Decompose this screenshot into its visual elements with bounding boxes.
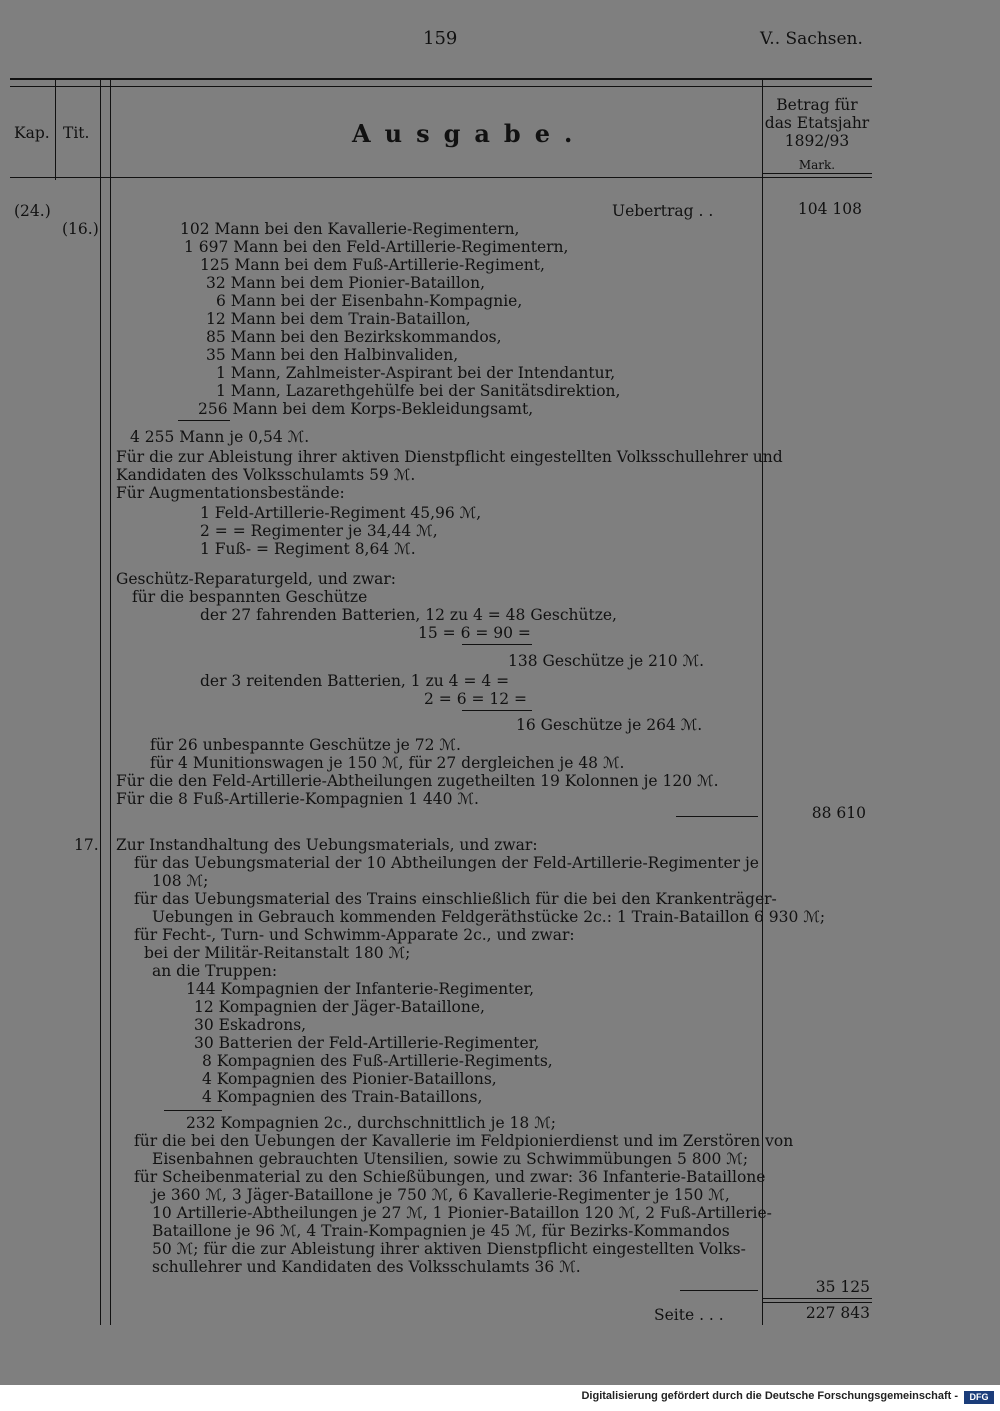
text-line: Geschütz-Reparaturgeld, und zwar:: [116, 570, 397, 588]
text-line: Eisenbahnen gebrauchten Utensilien, sowie zu Schwimmübungen 5 800 ℳ;: [152, 1150, 749, 1168]
text-line: 35 Mann bei den Halbinvaliden,: [206, 346, 459, 364]
col-unit: Mark.: [798, 158, 836, 172]
text-line: für Fecht-, Turn- und Schwimm-Apparate 2c., und zwar:: [134, 926, 575, 944]
total-rule: [762, 1298, 872, 1299]
col-betrag-1: Betrag für: [776, 96, 858, 114]
col-betrag-2: das Etatsjahr: [764, 114, 870, 132]
page-number: 159: [423, 28, 458, 49]
text-line: der 3 reitenden Batterien, 1 zu 4 = 4 =: [200, 672, 510, 690]
text-line: an die Truppen:: [152, 962, 278, 980]
sum-rule: [680, 1290, 758, 1291]
text-line: 108 ℳ;: [152, 872, 209, 890]
text-line: für Scheibenmaterial zu den Schießübungen, und zwar: 36 Infanterie-Bataillone: [134, 1168, 766, 1186]
text-line: Bataillone je 96 ℳ, 4 Train-Kompagnien je 45 ℳ, für Bezirks-Kommandos: [152, 1222, 730, 1240]
sum-rule: [676, 816, 758, 817]
text-line: 1 Feld-Artillerie-Regiment 45,96 ℳ,: [200, 504, 482, 522]
sum-rule: [178, 420, 230, 421]
sum-rule: [164, 1110, 222, 1111]
text-line: bei der Militär-Reitanstalt 180 ℳ;: [144, 944, 411, 962]
text-line: Uebungen in Gebrauch kommenden Feldgeräthstücke 2c.: 1 Train-Bataillon 6 930 ℳ;: [152, 908, 826, 926]
ubertrag-label: Uebertrag . .: [612, 202, 714, 220]
text-line: 102 Mann bei den Kavallerie-Regimentern,: [180, 220, 520, 238]
text-line: je 360 ℳ, 3 Jäger-Bataillone je 750 ℳ, 6 Kavallerie-Regimenter je 150 ℳ,: [152, 1186, 730, 1204]
text-line: für die bei den Uebungen der Kavallerie im Feldpionierdienst und im Zerstören von: [134, 1132, 794, 1150]
col-title: Ausgabe.: [352, 119, 587, 148]
tit17-total: 35 125: [815, 1278, 870, 1296]
text-line: Zur Instandhaltung des Uebungsmaterials, und zwar:: [116, 836, 538, 854]
tit-divider: [100, 80, 101, 1325]
text-line: 32 Mann bei dem Pionier-Bataillon,: [206, 274, 486, 292]
col-kap: Kap.: [14, 124, 50, 142]
text-line: 232 Kompagnien 2c., durchschnittlich je 18 ℳ;: [186, 1114, 556, 1132]
text-line: Kandidaten des Volksschulamts 59 ℳ.: [116, 466, 416, 484]
text-line: für das Uebungsmaterial der 10 Abtheilungen der Feld-Artillerie-Regimenter je: [134, 854, 759, 872]
seite-amount: 227 843: [805, 1304, 870, 1322]
tit-value: 17.: [74, 836, 99, 854]
text-line: für 4 Munitionswagen je 150 ℳ, für 27 dergleichen je 48 ℳ.: [150, 754, 625, 772]
tit16-total: 88 610: [811, 804, 866, 822]
text-line: 4 Kompagnien des Train-Bataillons,: [202, 1088, 483, 1106]
text-line: Für die den Feld-Artillerie-Abtheilungen zugetheilten 19 Kolonnen je 120 ℳ.: [116, 772, 719, 790]
text-line: 1 Fuß- = Regiment 8,64 ℳ.: [200, 540, 416, 558]
total-rule-double: [762, 1302, 872, 1303]
text-line: 30 Eskadrons,: [194, 1016, 307, 1034]
text-line: schullehrer und Kandidaten des Volksschulamts 36 ℳ.: [152, 1258, 581, 1276]
text-line: 8 Kompagnien des Fuß-Artillerie-Regiments,: [202, 1052, 553, 1070]
seite-label: Seite . . .: [654, 1306, 724, 1324]
text-line: 10 Artillerie-Abtheilungen je 27 ℳ, 1 Pionier-Bataillon 120 ℳ, 2 Fuß-Artillerie-: [152, 1204, 772, 1222]
ubertrag-amount: 104 108: [797, 200, 862, 218]
text-line: 4 255 Mann je 0,54 ℳ.: [130, 428, 310, 446]
col-tit: Tit.: [63, 124, 90, 142]
text-line: 15 = 6 = 90 =: [418, 624, 531, 642]
text-line: Für die 8 Fuß-Artillerie-Kompagnien 1 440 ℳ.: [116, 790, 479, 808]
text-line: 144 Kompagnien der Infanterie-Regimenter,: [186, 980, 535, 998]
text-line: für 26 unbespannte Geschütze je 72 ℳ.: [150, 736, 461, 754]
sum-rule: [462, 644, 532, 645]
text-line: 138 Geschütze je 210 ℳ.: [508, 652, 705, 670]
state-header: V.. Sachsen.: [760, 29, 863, 49]
text-line: 85 Mann bei den Bezirkskommandos,: [206, 328, 502, 346]
text-line: 1 Mann, Lazarethgehülfe bei der Sanitätsdirektion,: [216, 382, 621, 400]
sum-rule: [462, 710, 532, 711]
text-line: der 27 fahrenden Batterien, 12 zu 4 = 48 Geschütze,: [200, 606, 617, 624]
header-bottom-rule: [10, 177, 872, 178]
text-line: 256 Mann bei dem Korps-Bekleidungsamt,: [198, 400, 534, 418]
text-line: für die bespannten Geschütze: [132, 588, 368, 606]
text-line: 16 Geschütze je 264 ℳ.: [516, 716, 703, 734]
text-line: 12 Kompagnien der Jäger-Bataillone,: [194, 998, 485, 1016]
text-line: 30 Batterien der Feld-Artillerie-Regimenter,: [194, 1034, 540, 1052]
top-rule: [10, 78, 872, 80]
footer-bar: [0, 1385, 1000, 1411]
kap-value: (24.): [14, 202, 51, 220]
text-line: 50 ℳ; für die zur Ableistung ihrer aktiven Dienstpflicht eingestellten Volks-: [152, 1240, 746, 1258]
footer-text: Digitalisierung gefördert durch die Deutsche Forschungsgemeinschaft -: [581, 1390, 958, 1402]
text-divider: [110, 80, 111, 1325]
text-line: 4 Kompagnien des Pionier-Bataillons,: [202, 1070, 497, 1088]
top-rule-thin: [10, 86, 872, 87]
text-line: 2 = = Regimenter je 34,44 ℳ,: [200, 522, 438, 540]
text-line: 1 Mann, Zahlmeister-Aspirant bei der Intendantur,: [216, 364, 616, 382]
text-line: Für Augmentationsbestände:: [116, 484, 345, 502]
tit-value: (16.): [62, 220, 99, 238]
text-line: 2 = 6 = 12 =: [424, 690, 528, 708]
text-line: 6 Mann bei der Eisenbahn-Kompagnie,: [216, 292, 523, 310]
dfg-logo-icon: DFG: [964, 1391, 994, 1404]
kap-divider-head: [55, 80, 56, 180]
text-line: 1 697 Mann bei den Feld-Artillerie-Regimentern,: [184, 238, 569, 256]
text-line: für das Uebungsmaterial des Trains einschließlich für die bei den Krankenträger-: [134, 890, 777, 908]
col-betrag-3: 1892/93: [784, 132, 850, 150]
text-line: 125 Mann bei dem Fuß-Artillerie-Regiment,: [200, 256, 545, 274]
text-line: 12 Mann bei dem Train-Bataillon,: [206, 310, 471, 328]
text-line: Für die zur Ableistung ihrer aktiven Dienstpflicht eingestellten Volksschullehrer und: [116, 448, 783, 466]
